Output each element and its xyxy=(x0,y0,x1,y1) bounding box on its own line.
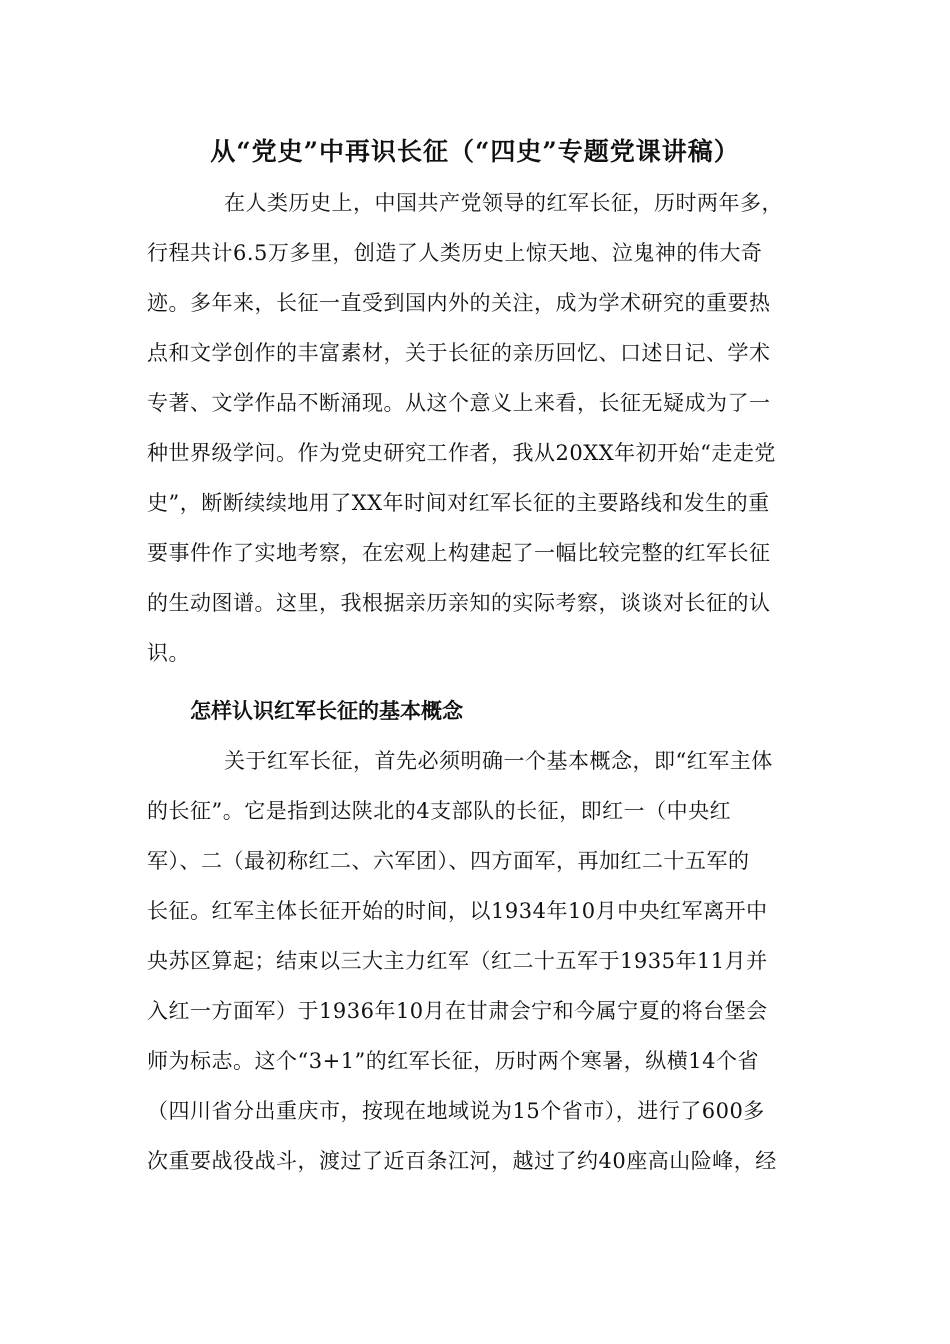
paragraph-line: 在人类历史上，中国共产党领导的红军长征，历时两年多， xyxy=(224,191,783,215)
paragraph-line: 次重要战役战斗，渡过了近百条江河，越过了约40座高山险峰，经 xyxy=(147,1149,777,1173)
paragraph-line: 师为标志。这个“3+1”的红军长征，历时两个寒暑，纵横14个省 xyxy=(147,1049,760,1073)
paragraph-line: 专著、文学作品不断涌现。从这个意义上来看，长征无疑成为了一 xyxy=(147,391,771,415)
paragraph-line: 入红一方面军）于1936年10月在甘肃会宁和今属宁夏的将台堡会 xyxy=(147,999,768,1023)
paragraph-line: 迹。多年来，长征一直受到国内外的关注，成为学术研究的重要热 xyxy=(147,291,771,315)
paragraph-line: 的长征”。它是指到达陕北的4支部队的长征，即红一（中央红 xyxy=(147,799,732,823)
paragraph-line: 军）、二（最初称红二、六军团）、四方面军，再加红二十五军的 xyxy=(147,849,750,873)
paragraph-line: 央苏区算起；结束以三大主力红军（红二十五军于1935年11月并 xyxy=(147,949,768,973)
paragraph-line: 识。 xyxy=(147,641,190,665)
paragraph-line: 史”，断断续续地用了XX年时间对红军长征的主要路线和发生的重 xyxy=(147,491,770,515)
paragraph-line: 点和文学创作的丰富素材，关于长征的亲历回忆、口述日记、学术 xyxy=(147,341,771,365)
paragraph-line: 要事件作了实地考察，在宏观上构建起了一幅比较完整的红军长征 xyxy=(147,541,771,565)
paragraph-line: 的生动图谱。这里，我根据亲历亲知的实际考察，谈谈对长征的认 xyxy=(147,591,771,615)
section-heading: 怎样认识红军长征的基本概念 xyxy=(190,698,463,723)
paragraph-line: （四川省分出重庆市，按现在地域说为15个省市），进行了600多 xyxy=(147,1099,765,1123)
document-title: 从“党史”中再识长征（“四史”专题党课讲稿） xyxy=(210,137,740,166)
paragraph-line: 关于红军长征，首先必须明确一个基本概念，即“红军主体 xyxy=(224,749,773,773)
paragraph-line: 长征。红军主体长征开始的时间，以1934年10月中央红军离开中 xyxy=(147,899,768,923)
paragraph-line: 行程共计6.5万多里，创造了人类历史上惊天地、泣鬼神的伟大奇 xyxy=(147,241,763,265)
paragraph-line: 种世界级学问。作为党史研究工作者，我从20XX年初开始“走走党 xyxy=(147,441,776,465)
